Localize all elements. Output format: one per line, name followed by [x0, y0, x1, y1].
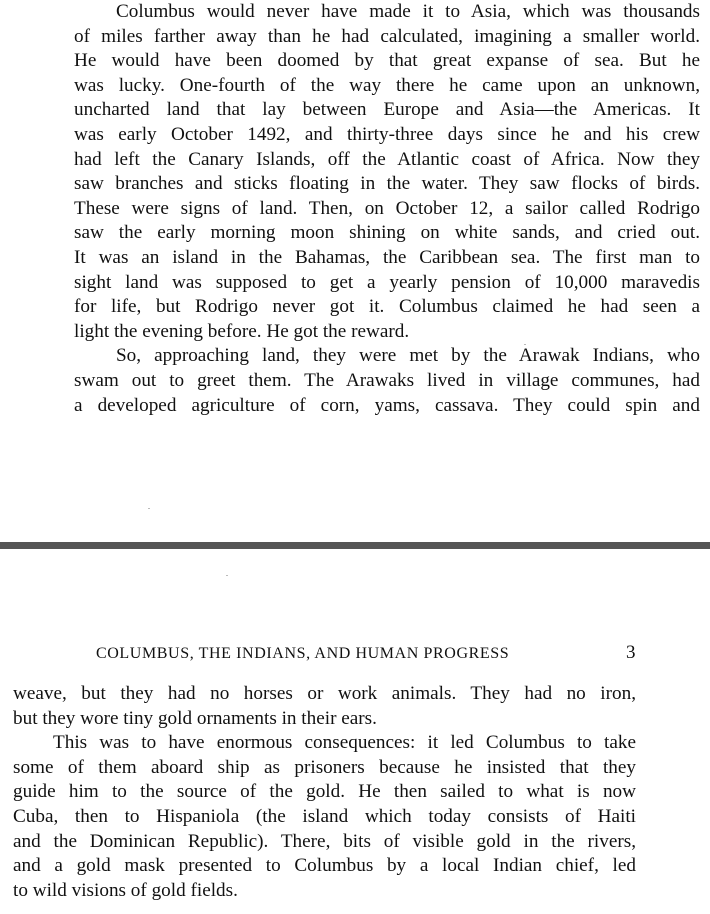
text-line: saw the early morning moon shining on white sands, and cried out. [74, 222, 700, 244]
text-line: Cuba, then to Hispaniola (the island which today consists of Haiti [13, 805, 636, 827]
paragraph-columbus-landfall [74, 0, 700, 344]
text-line: It was an island in the Bahamas, the Caribbean sea. The first man to [74, 246, 700, 268]
scan-speck [226, 575, 228, 576]
scan-speck [148, 508, 150, 509]
paragraph-no-horses [13, 682, 636, 731]
text-line: swam out to greet them. The Arawaks lived in village communes, had [74, 369, 700, 391]
text-line: and the Dominican Republic). There, bits of visible gold in the rivers, [13, 830, 636, 852]
text-line: weave, but they had no horses or work animals. They had no iron, [13, 683, 636, 704]
paragraph-gold-consequences [13, 731, 636, 903]
bottom-page-section [0, 549, 710, 914]
text-line: He would have been doomed by that great expanse of sea. But he [74, 50, 700, 72]
text-line: but they wore tiny gold ornaments in their ears. [13, 707, 377, 729]
text-line: of miles farther away than he had calculated, imagining a smaller world. [74, 25, 700, 47]
text-line: some of them aboard ship as prisoners because he insisted that they [13, 756, 636, 778]
text-line: Columbus would never have made it to Asia, which was thousands [116, 1, 700, 22]
page-number: 3 [626, 642, 636, 663]
bottom-page-body-text [13, 682, 636, 903]
text-line: and a gold mask presented to Columbus by a local Indian chief, led [13, 855, 636, 877]
scan-speck [524, 344, 526, 345]
page-divider [0, 542, 710, 549]
text-line: So, approaching land, they were met by the Arawak Indians, who [116, 345, 700, 367]
text-line: to wild visions of gold fields. [13, 879, 238, 901]
text-line: guide him to the source of the gold. He then sailed to what is now [13, 781, 636, 803]
text-line: was early October 1492, and thirty-three days since he and his crew [74, 123, 700, 145]
text-line: light the evening before. He got the reward. [74, 320, 410, 342]
text-line: for life, but Rodrigo never got it. Columbus claimed he had seen a [74, 296, 700, 318]
running-head: COLUMBUS, THE INDIANS, AND HUMAN PROGRESS [96, 645, 510, 662]
text-line: These were signs of land. Then, on October 12, a sailor called Rodrigo [74, 197, 700, 219]
text-line: was lucky. One-fourth of the way there he came upon an unknown, [74, 74, 700, 96]
text-line: This was to have enormous consequences: it led Columbus to take [53, 732, 636, 754]
text-line: sight land was supposed to get a yearly pension of 10,000 maravedis [74, 271, 700, 293]
text-line: saw branches and sticks floating in the water. They saw flocks of birds. [74, 173, 700, 195]
text-line: had left the Canary Islands, off the Atlantic coast of Africa. Now they [74, 148, 700, 170]
text-line: a developed agriculture of corn, yams, cassava. They could spin and [74, 394, 700, 416]
top-page-body-text [74, 0, 700, 418]
text-line: uncharted land that lay between Europe and Asia—the Americas. It [74, 99, 700, 121]
paragraph-arawak-greeting [74, 344, 700, 418]
